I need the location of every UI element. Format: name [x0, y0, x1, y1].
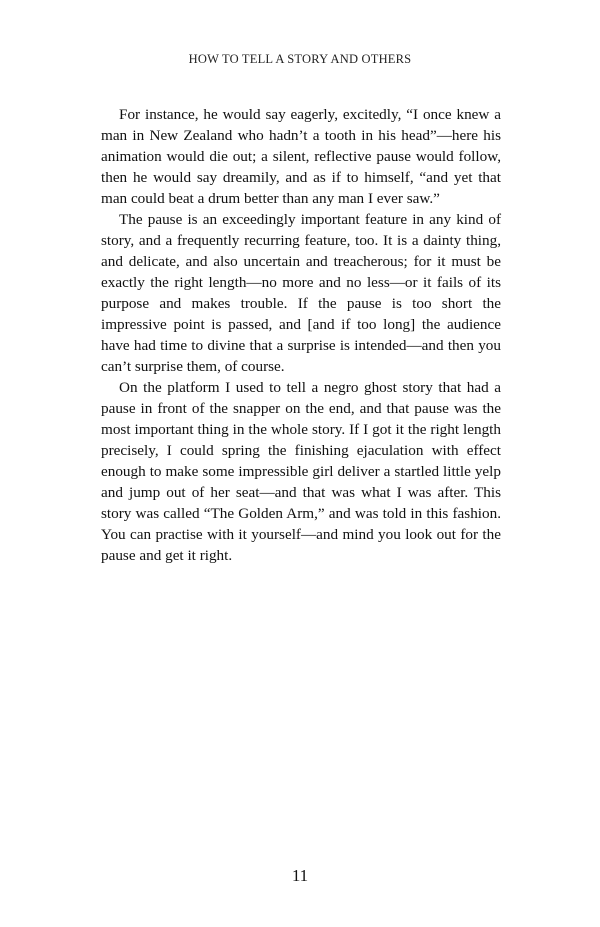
paragraph: The pause is an exceedingly important feature in any kind of story, and a frequently recurring feature, too. It is a dainty thing, and delicate, and also uncertain and treacherous; for it must be exactly the right length—no more and no less—or it fails of its purpose and makes trouble. If the pause is too short the impressive point is passed, and [and if too long] the audience have had time to divine that a surprise is intended—and then you can’t surprise them, of course.	[101, 211, 501, 375]
body-text	[101, 104, 501, 566]
paragraph: For instance, he would say eagerly, excitedly, “I once knew a man in New Zealand who hadn’t a tooth in his head”—here his animation would die out; a silent, reflective pause would follow, then he would say dreamily, and as if to himself, “and yet that man could beat a drum better than any man I ever saw.”	[101, 106, 501, 207]
page-number: 11	[291, 866, 309, 885]
paragraph: On the platform I used to tell a negro ghost story that had a pause in front of the snapper on the end, and that pause was the most important thing in the whole story. If I got it the right length precisely, I could spring the finishing ejaculation with effect enough to make some impressible girl deliver a startled little yelp and jump out of her seat—and that was what I was after. This story was called “The Golden Arm,” and was told in this fashion. You can practise with it yourself—and mind you look out for the pause and get it right.	[101, 379, 501, 564]
running-header: HOW TO TELL A STORY AND OTHERS	[188, 52, 412, 66]
